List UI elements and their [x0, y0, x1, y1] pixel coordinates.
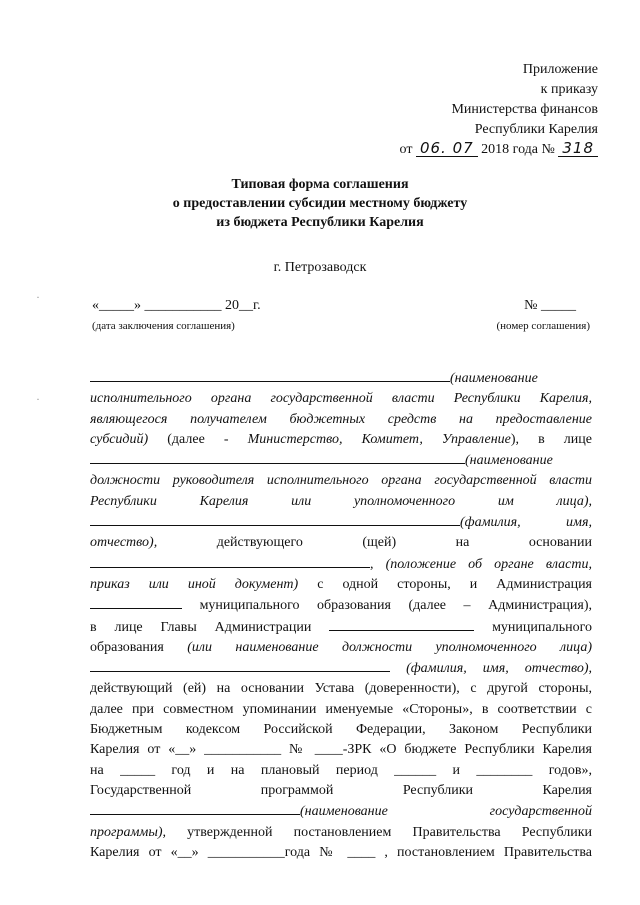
title-line: из бюджета Республики Карелия [216, 215, 424, 230]
appendix-line: Министерства финансов [451, 102, 598, 117]
document-title [0, 175, 640, 232]
appendix-line: к приказу [540, 82, 598, 97]
body-line [90, 700, 592, 720]
body-text: Карелия от «__» ___________ № ____-ЗРК «О бюджете Республики Карелия [90, 742, 592, 758]
title-line: о предоставлении субсидии местному бюджету [172, 196, 468, 211]
body-text: ), в лице [510, 431, 592, 447]
fill-in-blank [90, 450, 465, 464]
body-text: Карелия от «__» ___________года № ____ , постановлением Правительства [90, 844, 592, 860]
body-italic-text: должности руководителя исполнительного органа государственной власти [90, 473, 592, 489]
body-text: Государственной программой Республики Карелия [90, 782, 592, 798]
appendix-line: Приложение [522, 62, 598, 77]
body-line [90, 492, 592, 512]
body-italic-text: (или наименование должности уполномоченного лица) [187, 639, 592, 655]
agreement-body [90, 368, 592, 863]
body-italic-text: (фамилия, имя, отчество), [406, 661, 592, 677]
body-line [90, 761, 592, 781]
body-italic-text: Республики Карелия или уполномоченного им лица), [90, 493, 592, 509]
body-text [390, 661, 406, 676]
body-line [90, 368, 592, 389]
body-line [90, 512, 592, 533]
body-line [90, 823, 592, 843]
body-line [90, 430, 592, 450]
body-text: утвержденной постановлением Правительства Республики [165, 824, 592, 840]
fill-in-blank [90, 595, 182, 609]
body-text: муниципального образования (далее – Администрация), [182, 598, 592, 614]
city-name: г. Петрозаводск [273, 260, 367, 275]
year-text: 2018 года [481, 142, 538, 157]
body-line [90, 658, 592, 679]
body-italic-text: исполнительного органа государственной власти Республики Карелия, [90, 391, 592, 407]
body-italic-text: (положение об органе власти, [385, 556, 592, 572]
body-line [90, 843, 592, 863]
fill-in-blank [329, 617, 474, 631]
body-italic-text: являющегося получателем бюджетных средств на предоставление [90, 411, 592, 427]
body-text: с одной стороны, и Администрация [298, 576, 592, 592]
body-italic-text: субсидий) [90, 431, 149, 447]
order-date-line [400, 140, 598, 160]
body-line [90, 801, 592, 822]
agreement-date-field: «_____» ___________ 20__г. [92, 298, 261, 313]
handwritten-number: 318 [558, 140, 598, 157]
body-italic-text: (наименование государственной [300, 804, 592, 820]
fill-in-blank [90, 512, 460, 526]
body-line [90, 471, 592, 491]
margin-mark: · [36, 290, 40, 304]
body-line [90, 740, 592, 760]
body-text: далее при совместном упоминании именуемые «Стороны», в соответствии с [90, 701, 592, 717]
handwritten-date: 06. 07 [416, 140, 478, 157]
body-italic-text: программы), [90, 824, 166, 840]
appendix-header [400, 60, 598, 160]
body-text: действующий (ей) на основании Устава (доверенности), с другой стороны, [90, 681, 592, 697]
body-text: действующего (щей) на основании [157, 535, 592, 551]
body-italic-text: (наименование [450, 371, 538, 386]
date-prefix: от [399, 142, 413, 157]
body-line [90, 638, 592, 658]
body-italic-text: отчество), [90, 535, 158, 551]
margin-mark: · [36, 392, 40, 406]
number-prefix: № [541, 142, 555, 157]
body-line [90, 389, 592, 409]
body-text: , [370, 556, 386, 572]
body-line [90, 450, 592, 471]
body-italic-text: (наименование [465, 453, 553, 469]
body-line [90, 554, 592, 575]
fill-in-blank [90, 801, 300, 815]
body-line [90, 781, 592, 801]
body-text: (далее - [148, 431, 248, 447]
body-line [90, 533, 592, 553]
agreement-date-caption: (дата заключения соглашения) [92, 320, 235, 332]
body-text: Бюджетным кодексом Российской Федерации, Законом Республики [90, 722, 592, 738]
title-line: Типовая форма соглашения [231, 177, 409, 192]
agreement-number-caption: (номер соглашения) [496, 320, 590, 332]
body-line [90, 410, 592, 430]
body-line [90, 679, 592, 699]
body-line [90, 720, 592, 740]
body-text: образования [90, 639, 188, 655]
fill-in-blank [90, 554, 370, 568]
fill-in-blank [90, 368, 450, 382]
body-italic-text: Министерство, Комитет, Управление [247, 431, 511, 447]
body-text: в лице Главы Администрации [90, 619, 330, 635]
body-line [90, 595, 592, 616]
body-text: муниципального [474, 619, 592, 635]
body-line [90, 575, 592, 595]
body-line [90, 617, 592, 638]
body-italic-text: (фамилия, имя, [460, 515, 592, 531]
appendix-line: Республики Карелия [474, 122, 598, 137]
fill-in-blank [90, 658, 390, 672]
body-italic-text: приказ или иной документ) [90, 576, 299, 592]
agreement-number-field: № _____ [524, 298, 576, 313]
body-text: на _____ год и на плановый период ______ и ________ годов», [90, 762, 592, 778]
